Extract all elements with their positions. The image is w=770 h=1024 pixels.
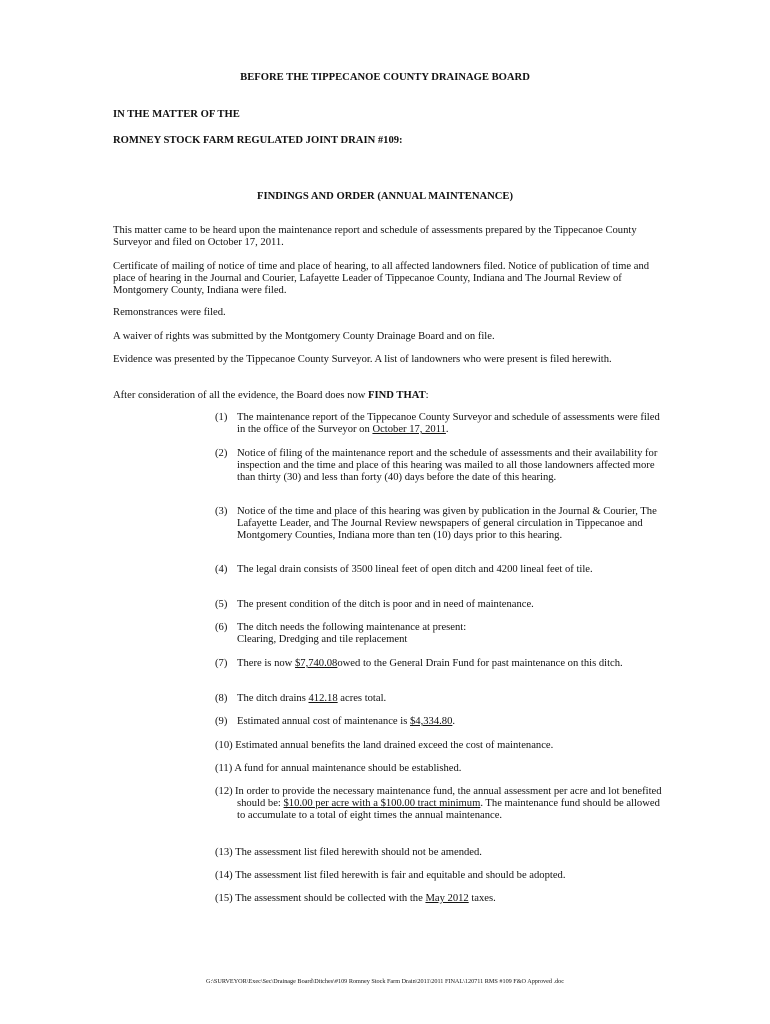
finding-8-end: acres total. (337, 693, 387, 704)
finding-12-lead: In order to provide the necessary maintenance fund, the annual assessment per acre and lot benefited should be: (235, 786, 662, 809)
finding-9-lead: Estimated annual cost of maintenance is (237, 716, 410, 727)
paragraph-mailing: Certificate of mailing of notice of time and place of hearing, to all affected landowners filed. Notice of publication of time and place of hearing in the Journal and Courier, Lafayette Leader of Tippecanoe County, Indiana and The Journal Review of Montgomery County, Indiana were filed. (113, 261, 650, 296)
finding-15-end: taxes. (468, 893, 496, 904)
paragraph-remonstrances: Remonstrances were filed. (113, 307, 226, 318)
finding-1-text (237, 412, 662, 436)
drain-heading: ROMNEY STOCK FARM REGULATED JOINT DRAIN #109: (113, 135, 403, 146)
find-that-lead: After consideration of all the evidence, the Board does now (113, 390, 369, 401)
finding-5-text: The present condition of the ditch is poor and in need of maintenance. (237, 599, 534, 610)
finding-3-number: (3) (215, 506, 228, 517)
finding-9-number: (9) (215, 716, 228, 727)
finding-7-lead: There is now (237, 658, 295, 669)
finding-15-text (215, 893, 496, 905)
finding-8-lead: The ditch drains (237, 693, 309, 704)
find-that-bold: FIND THAT (368, 390, 426, 401)
finding-1-number: (1) (215, 412, 228, 423)
paragraph-evidence: Evidence was presented by the Tippecanoe County Surveyor. A list of landowners who were present is filed herewith. (113, 354, 612, 365)
finding-15-lead: (15) The assessment should be collected with the (215, 893, 426, 904)
finding-14-text: (14) The assessment list filed herewith is fair and equitable and should be adopted. (215, 870, 566, 881)
finding-12-end: . The maintenance fund should be allowed to accumulate to a total of eight times the annual maintenance. (237, 798, 660, 821)
document-title: FINDINGS AND ORDER (ANNUAL MAINTENANCE) (256, 191, 514, 202)
finding-6-number: (6) (215, 622, 228, 633)
finding-9-end: . (452, 716, 456, 727)
finding-4-number: (4) (215, 564, 228, 575)
finding-1-date: October 17, 2011 (372, 424, 446, 435)
paragraph-heard: This matter came to be heard upon the maintenance report and schedule of assessments prepared by the Tippecanoe County Surveyor and filed on October 17, 2011. (113, 225, 637, 248)
finding-1-lead: The maintenance report of the Tippecanoe County Surveyor and schedule of assessments were filed in the office of the Surveyor on (237, 412, 660, 435)
finding-8-number: (8) (215, 693, 228, 704)
finding-7-number: (7) (215, 658, 228, 669)
finding-4-text: The legal drain consists of 3500 lineal feet of open ditch and 4200 lineal feet of tile. (237, 564, 593, 575)
finding-9-amount: $4,334.80 (409, 716, 453, 727)
finding-8-text (237, 693, 662, 705)
finding-3-text: Notice of the time and place of this hearing was given by publication in the Journal & Courier, The Lafayette Leader, and The Journal Review newspapers of general circulation in Tippecanoe and Montgomery Counties, Indiana more than ten (10) days prior to this hearing. (237, 506, 657, 541)
footer-file-path: G:\SURVEYOR\Exec\Sec\Drainage Board\Ditches\#109 Romney Stock Farm Drain\2011\2011 FINAL\120711 RMS #109 F&O Approved .doc (206, 978, 564, 985)
finding-11-text: (11) A fund for annual maintenance should be established. (215, 763, 462, 774)
finding-13-text: (13) The assessment list filed herewith should not be amended. (215, 847, 482, 858)
finding-10-text: (10) Estimated annual benefits the land drained exceed the cost of maintenance. (215, 740, 554, 751)
finding-7-end: owed to the General Drain Fund for past maintenance on this ditch. (337, 658, 623, 669)
finding-9-text (237, 716, 662, 728)
finding-2-number: (2) (215, 448, 228, 459)
paragraph-find-that (113, 390, 653, 402)
finding-6-detail: Clearing, Dredging and tile replacement (237, 634, 408, 645)
finding-7-amount: $7,740.08 (294, 658, 338, 669)
board-heading: BEFORE THE TIPPECANOE COUNTY DRAINAGE BOARD (240, 72, 530, 83)
finding-6-text: The ditch needs the following maintenance at present: (237, 622, 467, 633)
finding-1-end: . (445, 424, 449, 435)
finding-12-rate: $10.00 per acre with a $100.00 tract minimum (283, 798, 481, 809)
matter-heading: IN THE MATTER OF THE (113, 109, 240, 120)
finding-15-taxes: May 2012 (425, 893, 469, 904)
finding-5-number: (5) (215, 599, 228, 610)
finding-7-text (237, 658, 662, 670)
find-that-colon: : (425, 390, 429, 401)
paragraph-waiver: A waiver of rights was submitted by the Montgomery County Drainage Board and on file. (113, 331, 495, 342)
finding-8-acres: 412.18 (308, 693, 338, 704)
finding-12-number: (12) (215, 786, 233, 797)
finding-2-text: Notice of filing of the maintenance report and the schedule of assessments and their availability for inspection and the time and place of this hearing was mailed to all those landowners affected more than thirty (30) and less than forty (40) days before the date of this hearing. (237, 448, 658, 483)
finding-12-text (237, 786, 662, 822)
